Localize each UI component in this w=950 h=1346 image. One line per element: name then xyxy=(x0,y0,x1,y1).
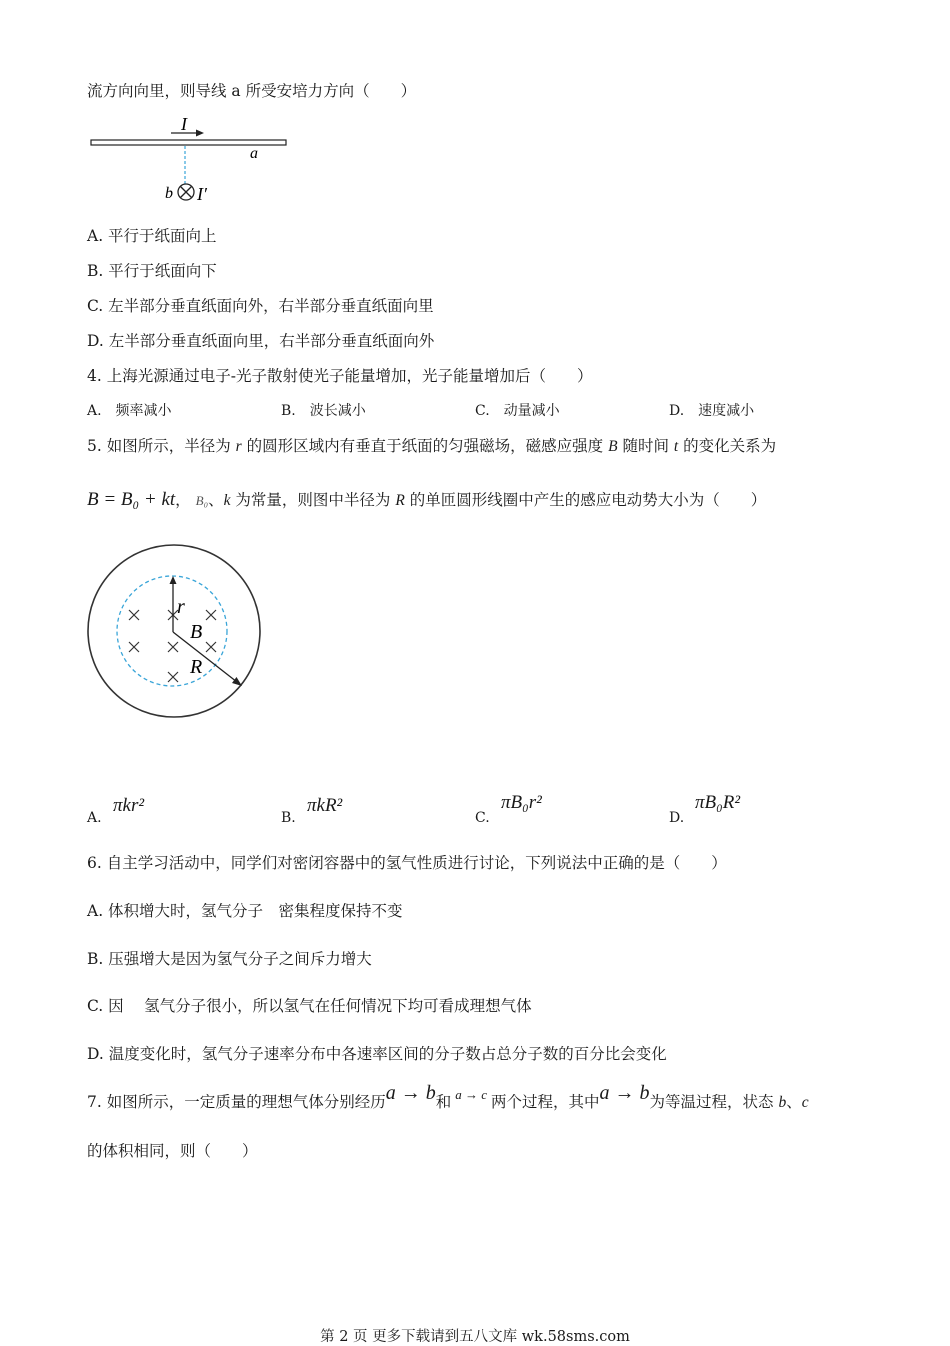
q5-option-a-expr: πkr² xyxy=(113,795,145,816)
R-label: R xyxy=(190,656,203,678)
q7-stem: 7. 如图所示，一定质量的理想气体分别经历a → b和 $^{a \to c}$ 两个过程，其中a → b为等温过程，状态 b、c xyxy=(87,1082,809,1111)
q5-stem-line2: B = B₀ + kt， B₀、k 为常量，则图中半径为 R 的单匝圆形线圈中产生的感应电动势大小为（ ） xyxy=(87,489,767,510)
q5-option-c-letter: C. xyxy=(475,810,490,826)
q7-stem-line2: 的体积相同，则（ ） xyxy=(87,1142,258,1160)
q3-option-a: A. 平行于纸面向上 xyxy=(87,227,217,245)
wire-b-label: b xyxy=(165,185,173,202)
q4-option-a: A. 频率减小 xyxy=(87,403,172,419)
q5-option-b-letter: B. xyxy=(281,810,296,826)
q5-option-a-letter: A. xyxy=(87,810,102,826)
q5-circle-figure xyxy=(85,540,265,720)
q6-stem: 6. 自主学习活动中，同学们对密闭容器中的氢气性质进行讨论，下列说法中正确的是（ ） xyxy=(87,854,727,872)
q5-option-d-letter: D. xyxy=(669,810,685,826)
q6-option-c: C. 因 氢气分子很小，所以氢气在任何情况下均可看成理想气体 xyxy=(87,997,532,1015)
current-i-label: I xyxy=(181,114,187,134)
q4-stem: 4. 上海光源通过电子-光子散射使光子能量增加，光子能量增加后（ ） xyxy=(87,367,593,385)
q3-option-c: C. 左半部分垂直纸面向外，右半部分垂直纸面向里 xyxy=(87,297,434,315)
wire-a-label: a xyxy=(250,145,258,162)
q4-option-c: C. 动量减小 xyxy=(475,403,560,419)
b-field-label: B xyxy=(190,621,203,643)
current-i-prime-label: I′ xyxy=(197,184,207,204)
page-footer: 第 2 页 更多下载请到五八文库 wk.58sms.com xyxy=(320,1329,630,1345)
q3-option-b: B. 平行于纸面向下 xyxy=(87,262,217,280)
q5-option-d-expr: πB₀R² xyxy=(695,792,741,813)
q6-option-b: B. 压强增大是因为氢气分子之间斥力增大 xyxy=(87,950,372,968)
r-label: r xyxy=(177,596,185,618)
q5-formula: B = B₀ + kt xyxy=(87,489,176,510)
q5-stem: 5. 如图所示，半径为 r 的圆形区域内有垂直于纸面的匀强磁场，磁感应强度 B 随时间 t 的变化关系为 xyxy=(87,437,777,455)
q6-option-d: D. 温度变化时，氢气分子速率分布中各速率区间的分子数占总分子数的百分比会变化 xyxy=(87,1045,667,1063)
q5-option-c-expr: πB₀r² xyxy=(501,792,542,813)
q3-stem: 流方向向里，则导线 a 所受安培力方向（ ） xyxy=(87,82,417,100)
q3-wire-figure xyxy=(85,112,300,207)
q5-option-b-expr: πkR² xyxy=(307,795,343,816)
q4-option-b: B. 波长减小 xyxy=(281,403,366,419)
q3-option-d: D. 左半部分垂直纸面向里，右半部分垂直纸面向外 xyxy=(87,332,435,350)
q6-option-a: A. 体积增大时，氢气分子 密集程度保持不变 xyxy=(87,902,403,920)
q4-option-d: D. 速度减小 xyxy=(669,403,755,419)
